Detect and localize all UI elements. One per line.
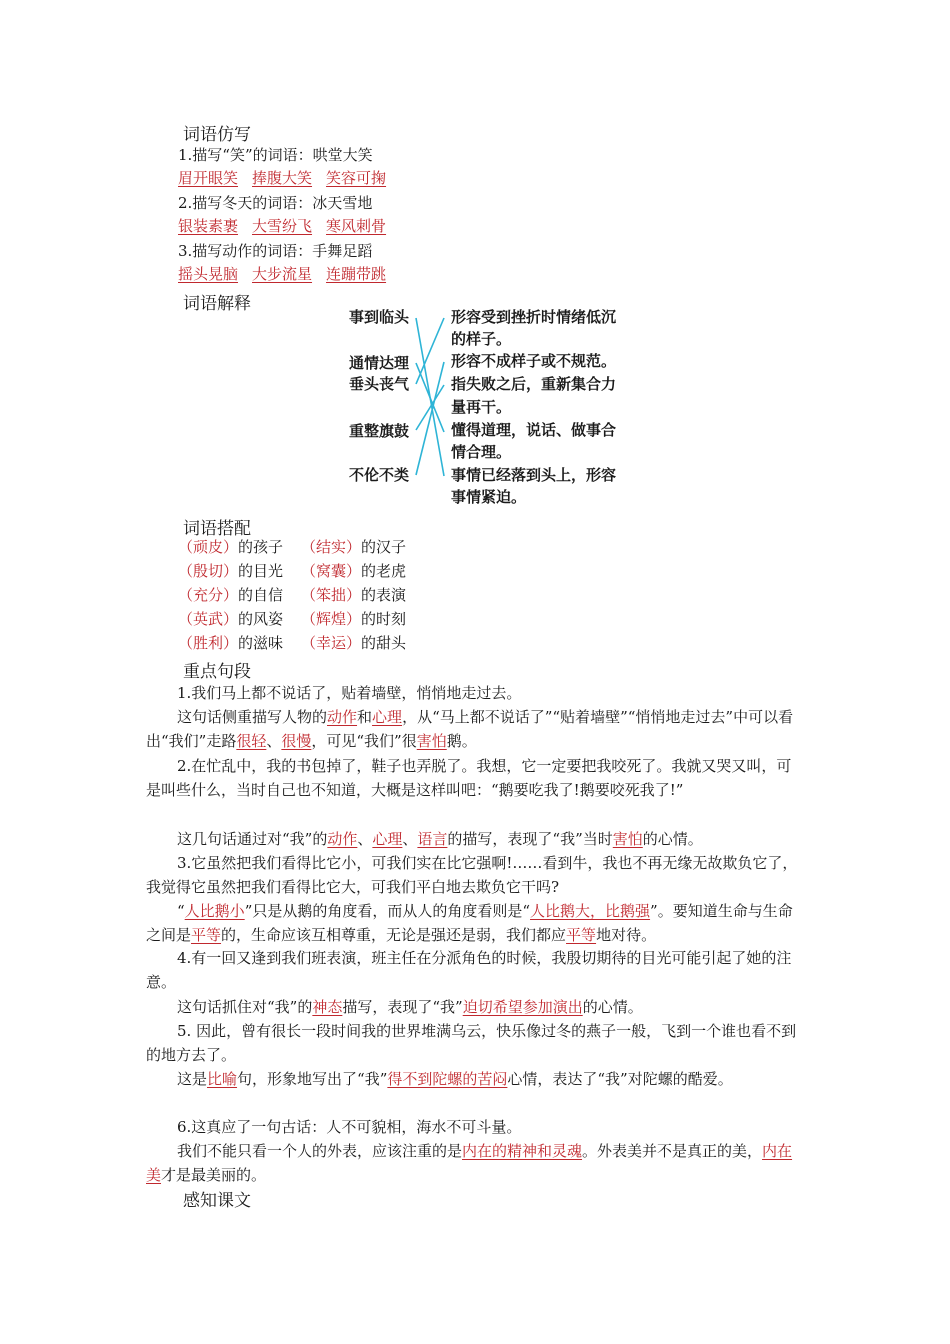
collocation-answer: （顽皮）: [178, 538, 239, 556]
definition-line: 情合理。: [451, 443, 512, 461]
term-2: 通情达理: [349, 354, 410, 372]
answer-text: 害怕: [612, 830, 643, 848]
collocation-text: 的孩子: [238, 538, 284, 556]
analysis-text: 我们不能只看一个人的外表，应该注重的是: [177, 1142, 463, 1160]
key-analysis-1: [146, 705, 806, 754]
collocation-answer: （英武）: [178, 610, 239, 628]
analysis-text: 这是: [177, 1070, 208, 1088]
collocation-answer: （窝囊）: [301, 562, 362, 580]
answer-text: 动作: [327, 708, 358, 726]
answer-text: 内在美: [146, 1142, 793, 1185]
term-5: 不伦不类: [349, 466, 410, 484]
answer-text: 动作: [327, 830, 358, 848]
key-sentence-3: 3.它虽然把我们看得比它小，可我们实在比它强啊!……看到牛，我也不再无缘无故欺负它了，我觉得它虽然把我们看得比它大，可我们平白地去欺负它干吗?: [146, 854, 798, 897]
analysis-text: 地对待。: [596, 926, 657, 945]
collocation-answer: （结实）: [301, 538, 362, 556]
answer-text: 心理: [372, 708, 403, 726]
collocation-text: 的时刻: [361, 610, 407, 628]
collocation-text: 的老虎: [361, 562, 407, 580]
answer-text: 平等: [566, 926, 597, 945]
section-heading-key: 重点句段: [183, 662, 251, 682]
answer-text: 很慢: [281, 732, 312, 751]
key-analysis-3: [146, 899, 806, 948]
imitation-prompt-2: 2.描写冬天的词语：冰天雪地: [178, 194, 373, 212]
collocation-answer: （辉煌）: [301, 610, 362, 628]
answer-text: 比喻: [207, 1070, 238, 1088]
analysis-text: 这句话侧重描写人物的: [177, 708, 328, 726]
answer-text: 心理: [372, 830, 403, 848]
answer-text: 内在的精神和灵魂: [462, 1142, 583, 1160]
section-heading-collocation: 词语搭配: [183, 519, 251, 539]
key-sentence-5: 5. 因此，曾有很长一段时间我的世界堆满乌云，快乐像过冬的燕子一般，飞到一个谁也看不到的地方去了。: [146, 1022, 797, 1065]
analysis-text: 才是最美丽的。: [161, 1166, 267, 1185]
answer-word: 摇头晃脑: [178, 265, 239, 283]
answer-word: 连蹦带跳: [326, 265, 387, 283]
match-line: [416, 362, 444, 475]
answer-word: 大雪纷飞: [252, 217, 313, 235]
definition-line: 的样子。: [451, 330, 512, 348]
analysis-text: ”只是从鹅的角度看，而从人的角度看则是“: [244, 902, 531, 920]
definition-line: 形容受到挫折时情绪低沉: [451, 308, 617, 326]
term-3: 垂头丧气: [349, 375, 410, 393]
analysis-text: 和: [357, 708, 373, 726]
term-4: 重整旗鼓: [349, 422, 410, 440]
analysis-text: “: [177, 902, 185, 920]
answer-text: 害怕: [416, 732, 447, 751]
answer-text: 语言: [417, 830, 448, 848]
match-line: [416, 318, 444, 384]
collocation-answer: （殷切）: [178, 562, 239, 580]
collocation-text: 的汉子: [361, 538, 407, 556]
answer-text: 人比鹅大，比鹅强: [530, 902, 651, 920]
collocation-text: 的目光: [238, 562, 284, 580]
analysis-text: 、: [357, 830, 373, 848]
collocation-text: 的滋味: [238, 634, 284, 652]
analysis-text: 的，生命应该互相尊重，无论是强还是弱，我们都应: [221, 926, 567, 945]
analysis-text: 的心情。: [642, 830, 703, 848]
answer-text: 神态: [312, 998, 343, 1016]
definition-line: 事情紧迫。: [451, 488, 527, 506]
analysis-text: ，可见“我们”很: [311, 732, 417, 751]
collocation-answer: （笨拙）: [301, 586, 362, 604]
term-1: 事到临头: [349, 308, 410, 326]
analysis-text: ”。要知道生命与生命之间是: [146, 902, 793, 945]
collocation-row: [178, 633, 406, 653]
key-sentence-2: 2.在忙乱中，我的书包掉了，鞋子也弄脱了。我想，它一定要把我咬死了。我就又哭又叫，可是叫些什么，当时自己也不知道，大概是这样叫吧：“鹅要吃我了!鹅要咬死我了!”: [146, 757, 792, 800]
collocation-text: 的表演: [361, 586, 407, 604]
analysis-text: 的描写，表现了“我”当时: [447, 830, 613, 848]
key-analysis-5: [146, 1067, 806, 1091]
definition-line: 懂得道理，说话、做事合: [451, 421, 617, 439]
key-analysis-6: [146, 1139, 806, 1188]
collocation-text: 的自信: [238, 586, 284, 604]
definition-line: 事情已经落到头上，形容: [451, 466, 617, 484]
collocation-answer: （幸运）: [301, 634, 362, 652]
answer-word: 捧腹大笑: [252, 169, 313, 187]
definition-line: 形容不成样子或不规范。: [451, 352, 617, 370]
collocation-text: 的风姿: [238, 610, 284, 628]
answer-text: 迫切希望参加演出: [462, 998, 583, 1016]
analysis-text: 心情，表达了“我”对陀螺的酷爱。: [507, 1070, 733, 1088]
answer-text: 平等: [191, 926, 222, 945]
section-heading-perceive: 感知课文: [183, 1191, 251, 1211]
analysis-text: 鹅。: [446, 732, 477, 751]
analysis-text: 的心情。: [582, 998, 643, 1016]
answer-word: 眉开眼笑: [178, 169, 239, 187]
collocation-row: [178, 537, 406, 557]
answer-word: 大步流星: [252, 265, 313, 283]
definition-line: 量再干。: [451, 398, 512, 416]
analysis-text: 描写，表现了“我”: [342, 998, 463, 1016]
key-sentence-4: 4.有一回又逢到我们班表演，班主任在分派角色的时候，我殷切期待的目光可能引起了她的注意。: [146, 949, 792, 992]
section-heading-explain: 词语解释: [183, 294, 251, 314]
analysis-text: 句，形象地写出了“我”: [237, 1070, 388, 1088]
key-sentence-1: 1.我们马上都不说话了，贴着墙壁，悄悄地走过去。: [177, 684, 522, 702]
analysis-text: 、: [266, 732, 282, 751]
analysis-text: 这句话抓住对“我”的: [177, 998, 313, 1016]
analysis-text: 、: [402, 830, 418, 848]
collocation-row: [178, 585, 406, 605]
answer-word: 寒风刺骨: [326, 217, 387, 235]
answer-text: 人比鹅小: [184, 902, 245, 920]
key-sentence-6: 6.这真应了一句古话：人不可貌相，海水不可斗量。: [177, 1118, 522, 1136]
collocation-text: 的甜头: [361, 634, 407, 652]
section-heading-imitation: 词语仿写: [183, 125, 251, 145]
definition-line: 指失败之后，重新集合力: [451, 375, 617, 393]
answer-word: 银装素裹: [178, 217, 239, 235]
collocation-row: [178, 609, 406, 629]
answer-text: 得不到陀螺的苦闷: [387, 1070, 508, 1088]
collocation-answer: （胜利）: [178, 634, 239, 652]
answer-text: 很轻: [236, 732, 267, 751]
analysis-text: 这几句话通过对“我”的: [177, 830, 328, 848]
imitation-prompt-3: 3.描写动作的词语：手舞足蹈: [178, 242, 373, 260]
analysis-text: ，从“马上都不说话了”“贴着墙壁”“悄悄地走过去”中可以看出“我们”走路: [146, 708, 794, 751]
collocation-answer: （充分）: [178, 586, 239, 604]
imitation-prompt-1: 1.描写“笑”的词语：哄堂大笑: [178, 146, 373, 164]
answer-word: 笑容可掬: [326, 169, 387, 187]
collocation-row: [178, 561, 406, 581]
analysis-text: 。外表美并不是真正的美，: [582, 1142, 763, 1160]
key-analysis-4: [146, 995, 806, 1019]
key-analysis-2: [146, 827, 806, 851]
